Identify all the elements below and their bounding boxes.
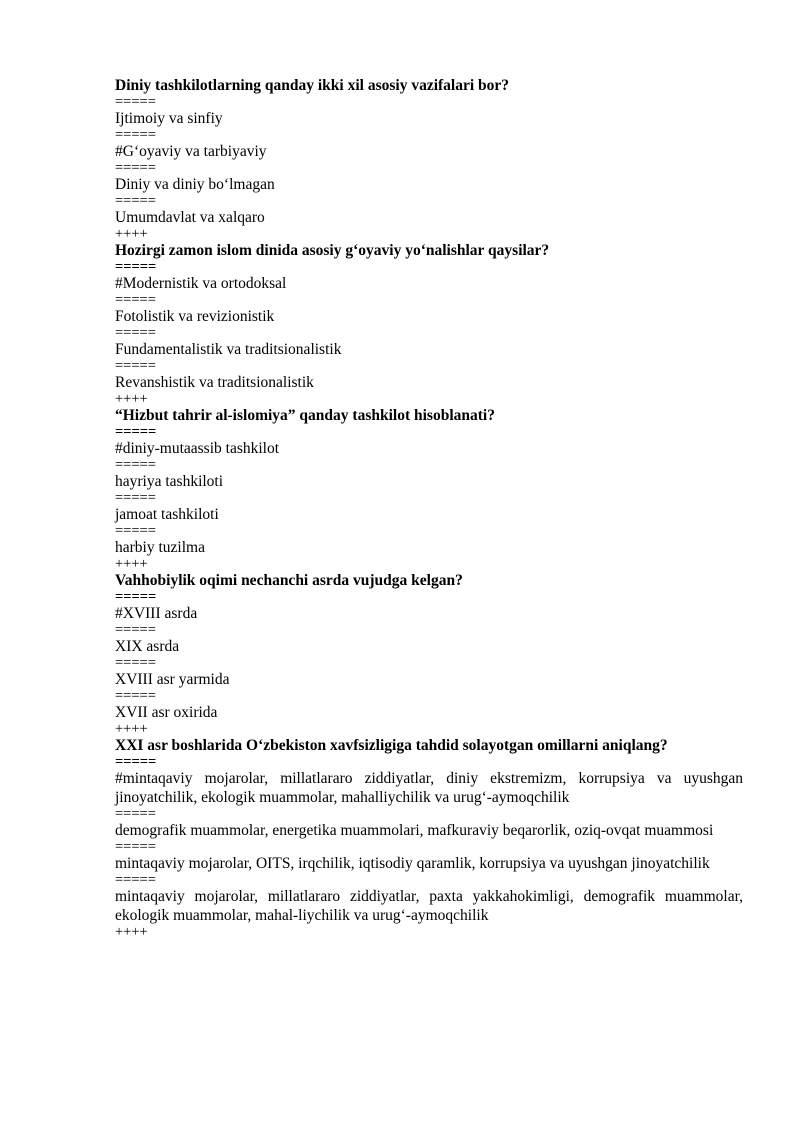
- answer-option: Ijtimoiy va sinfiy: [115, 110, 223, 127]
- question-text: “Hizbut tahrir al-islomiya” qanday tashkilot hisoblanati?: [115, 407, 495, 424]
- answer-option: XVIII asr yarmida: [115, 671, 230, 688]
- answer-option: Fotolistik va revizionistik: [115, 308, 275, 325]
- separator: =====: [115, 292, 156, 308]
- end-marker: ++++: [115, 721, 148, 737]
- question-block-4: [115, 571, 743, 736]
- question-block-2: [115, 241, 743, 406]
- separator: =====: [115, 589, 157, 605]
- separator: =====: [115, 839, 156, 855]
- question-block-5: [115, 736, 743, 939]
- answer-option-correct: #Modernistik va ortodoksal: [115, 275, 287, 292]
- separator: =====: [115, 457, 156, 473]
- separator: =====: [115, 358, 156, 374]
- separator: =====: [115, 754, 157, 770]
- document-page: [115, 76, 743, 939]
- answer-option-correct: #diniy-mutaassib tashkilot: [115, 440, 280, 457]
- separator: =====: [115, 806, 156, 822]
- answer-option: demografik muammolar, energetika muammolari, mafkuraviy beqarorlik, oziq-ovqat muammosi: [115, 822, 714, 839]
- answer-option-correct: #mintaqaviy mojarolar, millatlararo ziddiyatlar, diniy ekstremizm, korrupsiya va uyushgan jinoyatchilik, ekologik muammolar, mahalliychilik va urug‘-aymoqchilik: [115, 770, 743, 806]
- question-text: Hozirgi zamon islom dinida asosiy g‘oyaviy yo‘nalishlar qaysilar?: [115, 242, 550, 259]
- separator: =====: [115, 94, 156, 110]
- answer-option: Umumdavlat va xalqaro: [115, 209, 265, 226]
- question-block-3: [115, 406, 743, 571]
- answer-option: Fundamentalistik va traditsionalistik: [115, 341, 342, 358]
- answer-option: XVII asr oxirida: [115, 704, 218, 721]
- separator: =====: [115, 688, 156, 704]
- separator: =====: [115, 160, 156, 176]
- answer-option: Diniy va diniy bo‘lmagan: [115, 176, 275, 193]
- separator: =====: [115, 622, 156, 638]
- answer-option: XIX asrda: [115, 638, 180, 655]
- answer-option: hayriya tashkiloti: [115, 473, 224, 490]
- end-marker: ++++: [115, 226, 148, 242]
- end-marker: ++++: [115, 556, 148, 572]
- question-text: Vahhobiylik oqimi nechanchi asrda vujudga kelgan?: [115, 572, 463, 589]
- answer-option-correct: #XVIII asrda: [115, 605, 198, 622]
- separator: =====: [115, 655, 156, 671]
- separator: =====: [115, 259, 157, 275]
- separator: =====: [115, 193, 156, 209]
- separator: =====: [115, 872, 156, 888]
- answer-option: mintaqaviy mojarolar, OITS, irqchilik, iqtisodiy qaramlik, korrupsiya va uyushgan jinoyatchilik: [115, 855, 710, 872]
- answer-option: harbiy tuzilma: [115, 539, 205, 556]
- end-marker: ++++: [115, 391, 148, 407]
- answer-option-correct: #G‘oyaviy va tarbiyaviy: [115, 143, 267, 160]
- separator: =====: [115, 424, 157, 440]
- question-text: XXI asr boshlarida O‘zbekiston xavfsizligiga tahdid solayotgan omillarni aniqlang?: [115, 737, 668, 754]
- question-text: Diniy tashkilotlarning qanday ikki xil asosiy vazifalari bor?: [115, 77, 510, 94]
- separator: =====: [115, 490, 156, 506]
- separator: =====: [115, 127, 156, 143]
- answer-option: jamoat tashkiloti: [115, 506, 219, 523]
- separator: =====: [115, 523, 156, 539]
- answer-option: mintaqaviy mojarolar, millatlararo ziddiyatlar, paxta yakkahokimligi, demografik muammolar, ekologik muammolar, mahal-liychilik va urug‘-aymoqchilik: [115, 888, 743, 924]
- separator: =====: [115, 325, 156, 341]
- end-marker: ++++: [115, 924, 148, 940]
- answer-option: Revanshistik va traditsionalistik: [115, 374, 314, 391]
- question-block-1: [115, 76, 743, 241]
